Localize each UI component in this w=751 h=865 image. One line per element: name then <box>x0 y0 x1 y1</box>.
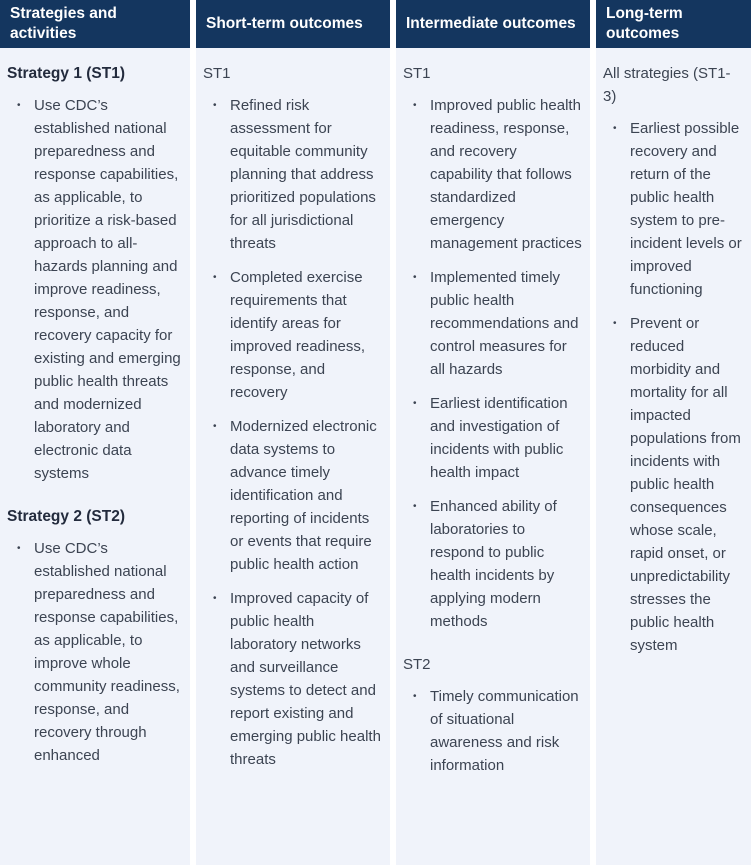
bullet-item <box>17 94 182 485</box>
bullet-item <box>613 117 743 301</box>
bullet-text: Completed exercise requirements that identify areas for improved readiness, response, and recovery <box>230 269 366 401</box>
section-st2 <box>403 653 582 777</box>
column-long-term-outcomes <box>596 0 751 865</box>
bullet-text: Earliest identification and investigation of incidents with public health impact <box>430 395 568 481</box>
bullet-icon: • <box>17 543 21 554</box>
bullet-list <box>603 117 743 657</box>
bullet-icon: • <box>213 100 217 111</box>
bullet-item <box>213 587 382 771</box>
bullet-text: Use CDC’s established national preparedness and response capabilities, as applicable, to prioritize a risk-based approach to all-hazards planning and improve readiness, response, and recovery capacity for existing and emerging public health threats and modernized laboratory and electronic data systems <box>34 97 181 482</box>
column-body <box>596 48 751 865</box>
column-header-strategies <box>0 0 190 48</box>
bullet-icon: • <box>213 593 217 604</box>
bullet-icon: • <box>213 421 217 432</box>
bullet-text: Enhanced ability of laboratories to respond to public health incidents by applying modern methods <box>430 498 557 630</box>
section-heading: ST1 <box>403 65 431 82</box>
bullet-text: Timely communication of situational awareness and risk information <box>430 688 579 774</box>
section-heading: All strategies (ST1-3) <box>603 65 731 105</box>
bullet-item <box>213 94 382 255</box>
bullet-icon: • <box>413 398 417 409</box>
bullet-item <box>413 685 582 777</box>
bullet-text: Prevent or reduced morbidity and mortality for all impacted populations from incidents with public health consequences whose scale, rapid onset, or unpredictability stresses the public health system <box>630 315 741 654</box>
bullet-item <box>213 266 382 404</box>
column-body <box>396 48 590 865</box>
column-body <box>0 48 190 865</box>
bullet-icon: • <box>213 272 217 283</box>
column-strategies-activities <box>0 0 190 865</box>
bullet-item <box>413 495 582 633</box>
section-strategy-1 <box>7 62 182 485</box>
bullet-item <box>613 312 743 657</box>
section-st1 <box>403 62 582 633</box>
column-header-long-term <box>596 0 751 48</box>
section-heading: ST2 <box>403 656 431 673</box>
bullet-text: Improved public health readiness, response, and recovery capability that follows standardized emergency management practices <box>430 97 582 252</box>
bullet-text: Improved capacity of public health laboratory networks and surveillance systems to detect and report existing and emerging public health threats <box>230 590 381 768</box>
bullet-item <box>413 392 582 484</box>
bullet-icon: • <box>17 100 21 111</box>
bullet-text: Refined risk assessment for equitable community planning that address prioritized populations for all jurisdictional threats <box>230 97 376 252</box>
column-body <box>196 48 390 865</box>
bullet-item <box>213 415 382 576</box>
section-strategy-2 <box>7 505 182 767</box>
section-st1 <box>203 62 382 771</box>
bullet-icon: • <box>413 272 417 283</box>
bullet-text: Modernized electronic data systems to advance timely identification and reporting of incidents or events that require public health action <box>230 418 377 573</box>
bullet-list <box>7 94 182 485</box>
column-header-label: Intermediate outcomes <box>406 15 576 32</box>
bullet-item <box>413 94 582 255</box>
section-heading: Strategy 2 (ST2) <box>7 508 126 525</box>
bullet-list <box>203 94 382 771</box>
section-heading: Strategy 1 (ST1) <box>7 65 126 82</box>
column-header-label: Long-term outcomes <box>606 5 683 42</box>
column-short-term-outcomes <box>196 0 390 865</box>
column-header-intermediate <box>396 0 590 48</box>
column-header-short-term <box>196 0 390 48</box>
column-header-label: Short-term outcomes <box>206 15 363 32</box>
bullet-list <box>7 537 182 767</box>
bullet-text: Earliest possible recovery and return of the public health system to pre-incident levels or improved functioning <box>630 120 742 298</box>
section-all-strategies <box>603 62 743 657</box>
bullet-icon: • <box>613 123 617 134</box>
bullet-item <box>17 537 182 767</box>
bullet-icon: • <box>413 501 417 512</box>
bullet-text: Use CDC’s established national preparedness and response capabilities, as applicable, to improve whole community readiness, response, and recovery through enhanced <box>34 540 180 764</box>
bullet-icon: • <box>613 318 617 329</box>
bullet-item <box>413 266 582 381</box>
column-header-label: Strategies and activities <box>10 5 117 42</box>
bullet-text: Implemented timely public health recommendations and control measures for all hazards <box>430 269 579 378</box>
section-heading: ST1 <box>203 65 231 82</box>
bullet-list <box>403 94 582 633</box>
column-intermediate-outcomes <box>396 0 590 865</box>
bullet-list <box>403 685 582 777</box>
bullet-icon: • <box>413 100 417 111</box>
bullet-icon: • <box>413 691 417 702</box>
